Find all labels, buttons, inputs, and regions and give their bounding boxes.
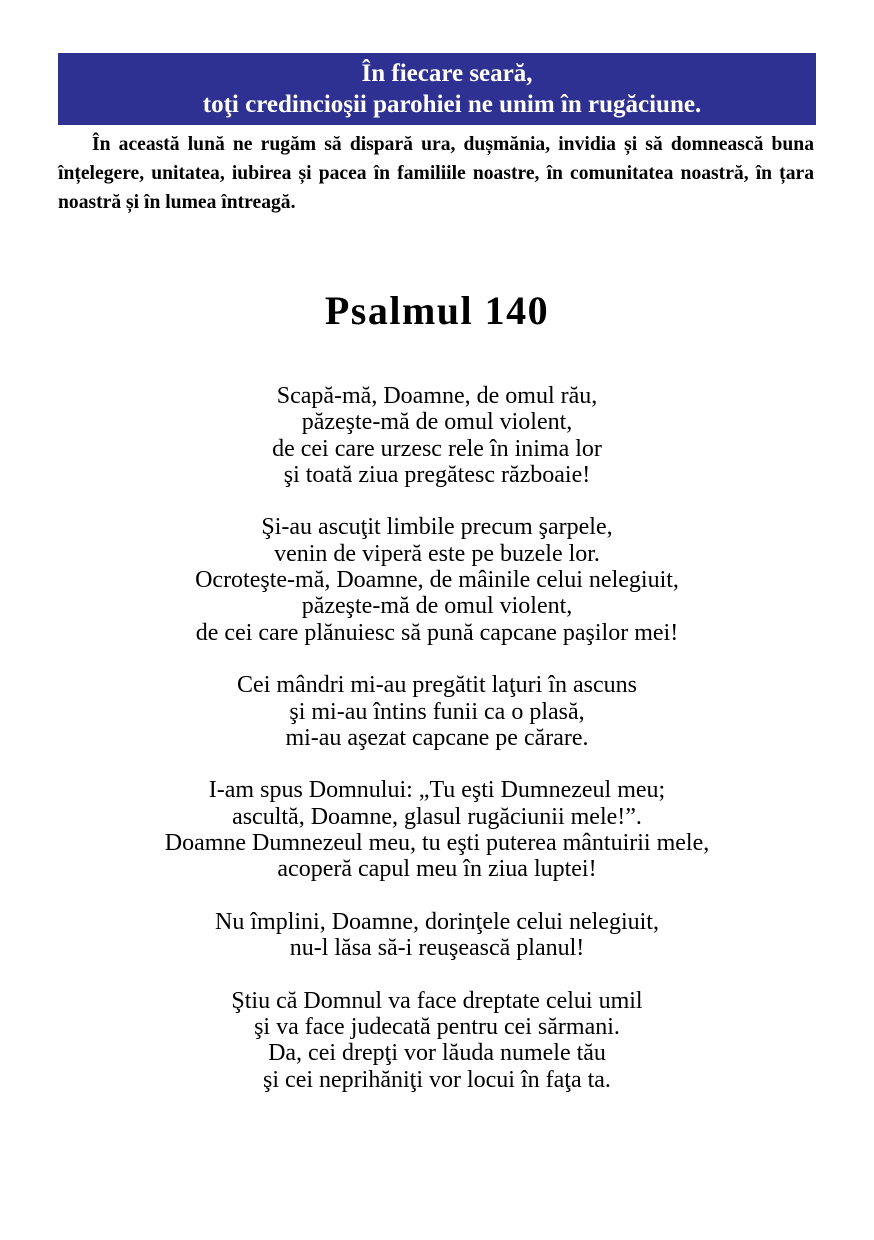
banner-line-1: În fiecare seară, — [361, 60, 533, 87]
stanza — [0, 988, 874, 1093]
verse-line: nu-l lăsa să-i reuşească planul! — [289, 935, 585, 962]
verse-line: Doamne Dumnezeul meu, tu eşti puterea mântuirii mele, — [164, 830, 710, 857]
verse-line: acoperă capul meu în ziua luptei! — [277, 856, 597, 883]
verse-line: Şi-au ascuţit limbile precum şarpele, — [261, 514, 613, 541]
intro-paragraph: În această lună ne rugăm să dispară ura, dușmănia, invidia și să domnească buna înțelegere, unitatea, iubirea și pacea în familiile noastre, în comunitatea noastră, în țara noastră și în lumea întreagă. — [58, 134, 814, 213]
psalm-title: Psalmul 140 — [324, 288, 550, 333]
verse-line: Scapă-mă, Doamne, de omul rău, — [276, 383, 598, 409]
stanza — [0, 909, 874, 962]
banner-line-2: toţi credincioşii parohiei ne unim în rugăciune. — [202, 91, 702, 118]
verse-line: Cei mândri mi-au pregătit laţuri în ascuns — [237, 672, 637, 699]
verse-line: I-am spus Domnului: „Tu eşti Dumnezeul meu; — [208, 777, 666, 804]
psalm-text — [0, 383, 874, 1119]
stanza — [0, 514, 874, 645]
stanza — [0, 383, 874, 488]
verse-line: şi cei neprihăniţi vor locui în faţa ta. — [263, 1066, 611, 1093]
stanza — [0, 672, 874, 751]
verse-line: mi-au aşezat capcane pe cărare. — [285, 724, 589, 751]
verse-line: Ocroteşte-mă, Doamne, de mâinile celui nelegiuit, — [195, 567, 679, 594]
verse-line: şi mi-au întins funii ca o plasă, — [289, 698, 585, 725]
verse-line: ascultă, Doamne, glasul rugăciunii mele!”. — [232, 803, 642, 830]
verse-line: şi toată ziua pregătesc războaie! — [283, 461, 591, 488]
verse-line: Nu împlini, Doamne, dorinţele celui nelegiuit, — [215, 908, 659, 935]
verse-line: de cei care urzesc rele în inima lor — [272, 435, 602, 462]
verse-line: Ştiu că Domnul va face dreptate celui umil — [231, 987, 643, 1014]
verse-line: venin de viperă este pe buzele lor. — [274, 540, 600, 567]
verse-line: Da, cei drepţi vor lăuda numele tău — [268, 1040, 606, 1067]
verse-line: păzeşte-mă de omul violent, — [301, 593, 573, 620]
verse-line: păzeşte-mă de omul violent, — [301, 409, 573, 436]
stanza — [0, 777, 874, 882]
header-banner — [58, 53, 816, 125]
verse-line: şi va face judecată pentru cei sărmani. — [254, 1014, 620, 1041]
verse-line: de cei care plănuiesc să pună capcane paşilor mei! — [195, 619, 679, 646]
